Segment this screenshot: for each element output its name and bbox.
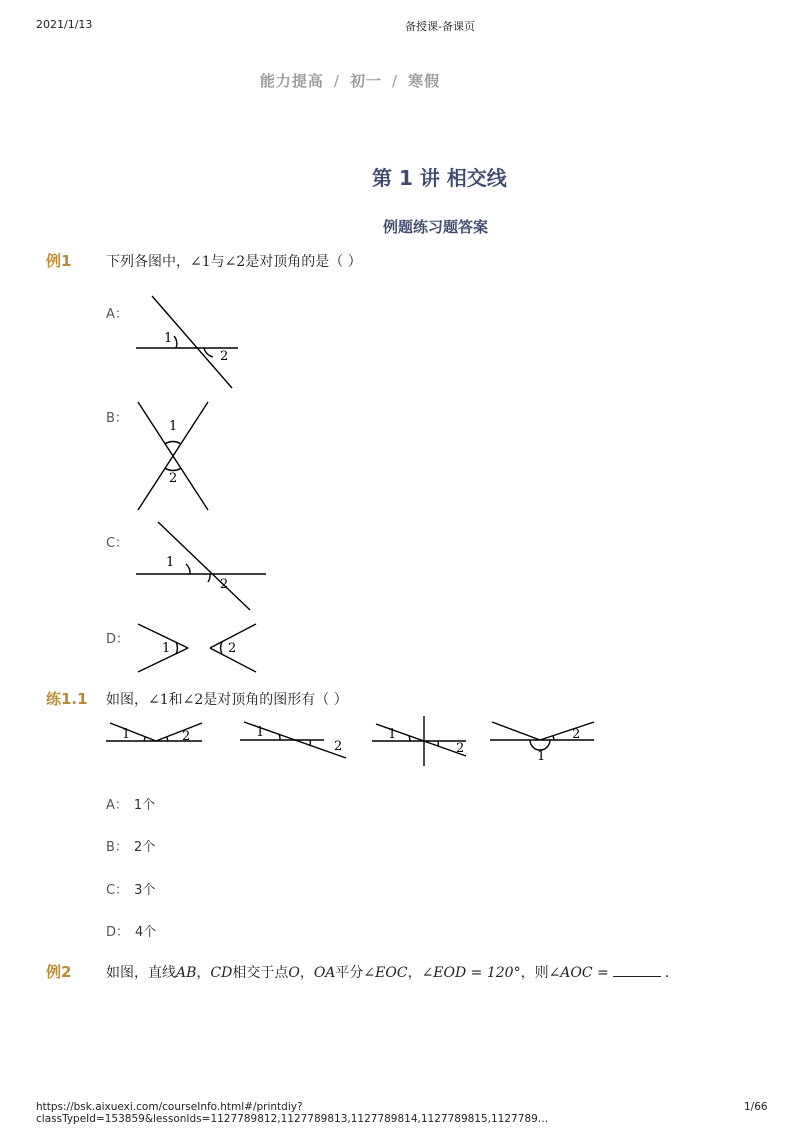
option-key: A： — [106, 798, 128, 813]
question-label-practice-1-1: 练1.1 — [46, 690, 88, 708]
point-o: O — [288, 965, 300, 981]
question-text-part: 是对顶角的是（ ） — [245, 254, 362, 270]
angle-label-2: 2 — [220, 577, 229, 592]
option-value: 2个 — [133, 840, 156, 855]
lecture-title: 第 1 讲 相交线 — [372, 166, 507, 190]
print-date: 2021/1/13 — [36, 18, 93, 31]
practice-option-b[interactable] — [106, 836, 155, 855]
angle-label-2: 2 — [169, 471, 178, 486]
angle-aoc: ∠AOC = — [548, 965, 609, 981]
angle-label-1: 1 — [162, 641, 171, 656]
angle-label-2: 2 — [456, 741, 465, 756]
figure-option-d — [130, 620, 270, 676]
practice-figure-3 — [372, 716, 472, 768]
figure-option-a — [128, 292, 248, 392]
angle-1-symbol: ∠1 — [148, 692, 169, 708]
angle-label-1: 1 — [169, 419, 178, 434]
question-text-part: 相交于点 — [232, 965, 289, 981]
question-text-part: 与 — [210, 254, 225, 270]
question-label-ex2: 例2 — [46, 963, 72, 981]
breadcrumb-separator: / — [333, 72, 340, 90]
practice-option-d[interactable] — [106, 921, 156, 940]
page-number: 1/66 — [744, 1101, 768, 1113]
angle-label-2: 2 — [572, 727, 581, 742]
option-b-key[interactable]: B： — [106, 411, 128, 426]
question-text-practice-1-1 — [106, 689, 348, 709]
option-key: D： — [106, 925, 130, 940]
line-cd: CD — [210, 965, 233, 981]
question-text-part: 如图， — [106, 692, 148, 708]
option-value: 4个 — [135, 925, 157, 940]
angle-label-2: 2 — [182, 729, 191, 744]
question-text-part: ． — [664, 965, 679, 981]
question-text-part: 是对顶角的图形有（ ） — [203, 692, 348, 708]
figure-option-b — [130, 398, 220, 514]
option-a-key[interactable]: A： — [106, 307, 128, 322]
print-title: 备授课-备课页 — [405, 20, 475, 33]
question-text-ex1 — [106, 251, 362, 271]
angle-eod: ∠EOD = 120° — [421, 965, 521, 981]
option-key: B： — [106, 840, 128, 855]
option-value: 3个 — [134, 883, 156, 898]
question-text-part: 和 — [168, 692, 183, 708]
angle-label-1: 1 — [256, 725, 265, 740]
angle-1-symbol: ∠1 — [190, 254, 211, 270]
breadcrumb-item-term[interactable]: 寒假 — [408, 72, 441, 90]
question-text-ex2 — [106, 962, 679, 982]
angle-label-2: 2 — [228, 641, 237, 656]
option-key: C： — [106, 883, 129, 898]
question-text-part: ， — [196, 965, 211, 981]
option-c-key[interactable]: C： — [106, 536, 129, 551]
question-text-part: 如图，直线 — [106, 965, 176, 981]
angle-label-1: 1 — [166, 555, 175, 570]
option-d-key[interactable]: D： — [106, 632, 130, 647]
angle-eoc: ∠EOC — [363, 965, 408, 981]
breadcrumb-separator: / — [392, 72, 399, 90]
question-text-part: 平分 — [335, 965, 364, 981]
breadcrumb-item-level[interactable]: 能力提高 — [259, 72, 324, 90]
breadcrumb-item-grade[interactable]: 初一 — [349, 72, 382, 90]
angle-label-2: 2 — [220, 349, 229, 364]
angle-2-symbol: ∠2 — [224, 254, 246, 270]
practice-option-c[interactable] — [106, 879, 155, 898]
line-ab: AB — [176, 965, 197, 981]
breadcrumb — [0, 70, 700, 91]
question-text-part: 下列各图中， — [106, 254, 190, 270]
practice-figure-4 — [490, 718, 600, 766]
question-text-part: ， — [299, 965, 314, 981]
angle-label-1: 1 — [122, 727, 131, 742]
figure-option-c — [128, 518, 268, 614]
angle-label-1: 1 — [388, 727, 397, 742]
page-url: https://bsk.aixuexi.com/courseInfo.html#/printdiy?classTypeId=153859&lessonIds=1127789812,1127789813,1127789814,1127789815,1127789… — [36, 1101, 549, 1125]
question-text-part: ， — [407, 965, 422, 981]
angle-label-2: 2 — [334, 739, 343, 754]
angle-label-1: 1 — [537, 749, 546, 764]
angle-label-1: 1 — [164, 331, 173, 346]
question-label-ex1: 例1 — [46, 252, 72, 270]
ray-oa: OA — [313, 965, 336, 981]
practice-figure-1 — [106, 720, 206, 760]
angle-2-symbol: ∠2 — [182, 692, 204, 708]
practice-figure-2 — [240, 720, 350, 760]
section-title: 例题练习题答案 — [383, 218, 489, 236]
answer-blank[interactable] — [613, 964, 661, 977]
question-text-part: ，则 — [520, 965, 549, 981]
option-value: 1个 — [133, 798, 156, 813]
practice-option-a[interactable] — [106, 794, 155, 813]
